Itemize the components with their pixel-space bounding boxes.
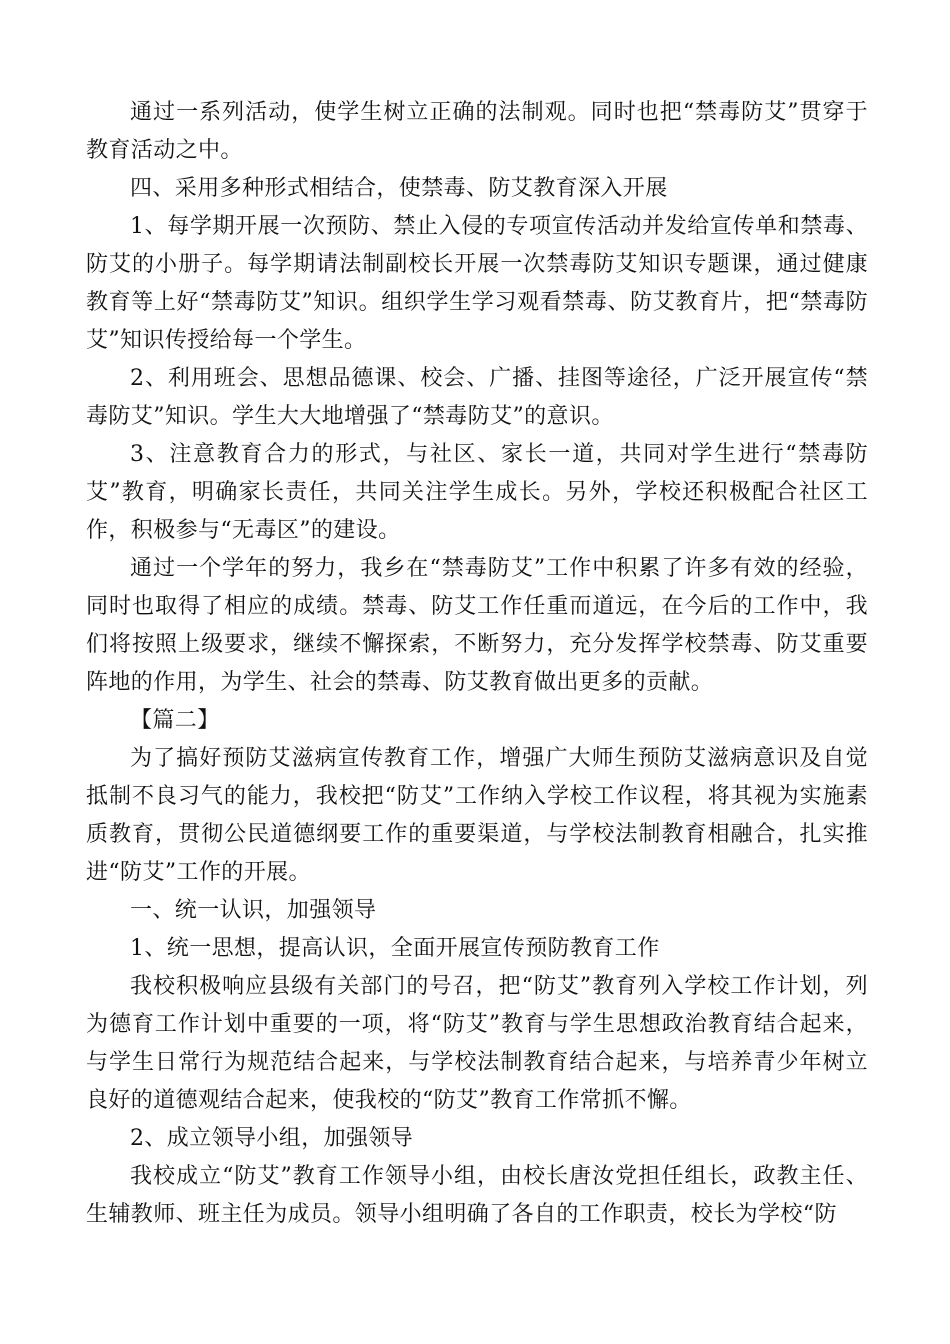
section-heading-one: 一、统一认识，加强领导 bbox=[130, 898, 377, 923]
paragraph-intro-conclusion: 通过一系列活动，使学生树立正确的法制观。同时也把“禁毒防艾”贯穿于教育活动之中。 bbox=[86, 100, 868, 163]
section-heading-four: 四、采用多种形式相结合，使禁毒、防艾教育深入开展 bbox=[130, 176, 668, 201]
paragraph-item-2: 2、利用班会、思想品德课、校会、广播、挂图等途径，广泛开展宣传“禁毒防艾”知识。学生大大地增强了“禁毒防艾”的意识。 bbox=[86, 366, 868, 429]
paragraph-part-two-intro: 为了搞好预防艾滋病宣传教育工作，增强广大师生预防艾滋病意识及自觉抵制不良习气的能力，我校把“防艾”工作纳入学校工作议程，将其视为实施素质教育，贯彻公民道德纲要工作的重要渠道，与学校法制教育相融合，扎实推进“防艾”工作的开展。 bbox=[86, 746, 868, 885]
paragraph-plan: 我校积极响应县级有关部门的号召，把“防艾”教育列入学校工作计划，列为德育工作计划中重要的一项，将“防艾”教育与学生思想政治教育结合起来，与学生日常行为规范结合起来，与学校法制教育结合起来，与培养青少年树立良好的道德观结合起来，使我校的“防艾”教育工作常抓不懈。 bbox=[86, 974, 868, 1113]
subheading-1: 1、统一思想，提高认识，全面开展宣传预防教育工作 bbox=[130, 936, 660, 961]
paragraph-leadership-group: 我校成立“防艾”教育工作领导小组，由校长唐汝党担任组长，政教主任、生辅教师、班主任为成员。领导小组明确了各自的工作职责，校长为学校“防 bbox=[86, 1164, 868, 1227]
subheading-2: 2、成立领导小组，加强领导 bbox=[130, 1126, 414, 1151]
paragraph-summary: 通过一个学年的努力，我乡在“禁毒防艾”工作中积累了许多有效的经验，同时也取得了相应的成绩。禁毒、防艾工作任重而道远，在今后的工作中，我们将按照上级要求，继续不懈探索，不断努力，充分发挥学校禁毒、防艾重要阵地的作用，为学生、社会的禁毒、防艾教育做出更多的贡献。 bbox=[86, 556, 868, 695]
paragraph-item-3: 3、注意教育合力的形式，与社区、家长一道，共同对学生进行“禁毒防艾”教育，明确家长责任，共同关注学生成长。另外，学校还积极配合社区工作，积极参与“无毒区”的建设。 bbox=[86, 442, 868, 543]
part-two-heading: 【篇二】 bbox=[130, 708, 220, 733]
paragraph-item-1: 1、每学期开展一次预防、禁止入侵的专项宣传活动并发给宣传单和禁毒、防艾的小册子。每学期请法制副校长开展一次禁毒防艾知识专题课，通过健康教育等上好“禁毒防艾”知识。组织学生学习观看禁毒、防艾教育片，把“禁毒防艾”知识传授给每一个学生。 bbox=[86, 214, 868, 353]
